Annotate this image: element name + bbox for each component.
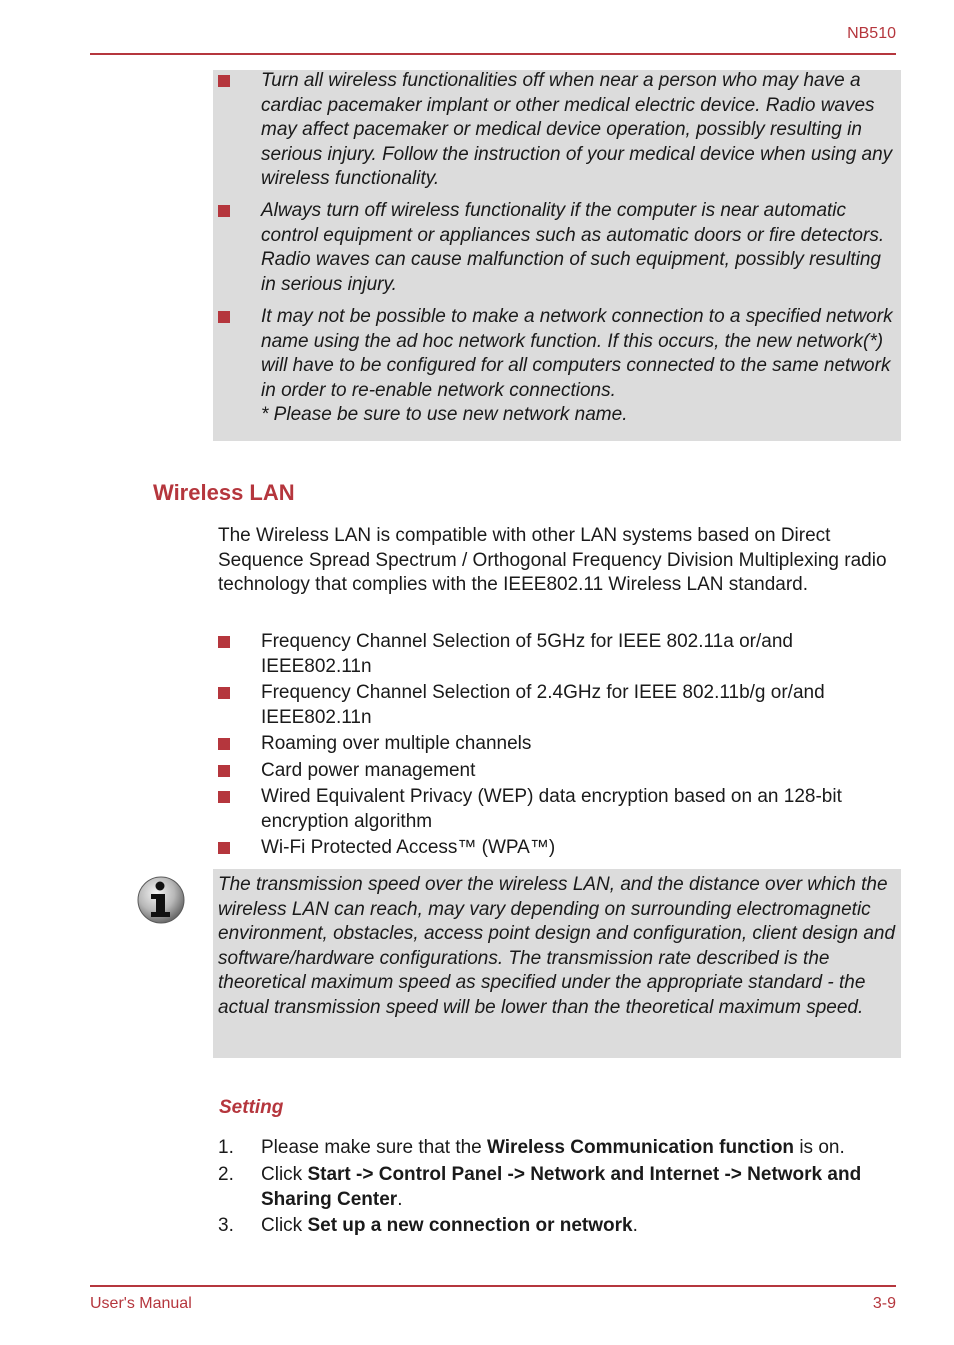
note-text: The transmission speed over the wireless LAN, and the distance over which the wireless LAN can reach, may vary depending on surrounding electromagnetic environment, obstacles, access point design and configuration, client design and software/hardware configurations. The transmission rate described is the theoretical maximum speed as specified under the appropriate standard - the actual transmission speed will be lower than the theoretical maximum speed.	[218, 874, 896, 1018]
warning-item: It may not be possible to make a network connection to a specified network name using the ad hoc network function. If this occurs, the new network(*) will have to be configured for all computers connected to the same network in order to re-enable network connections.	[261, 306, 893, 401]
info-icon	[137, 875, 185, 925]
bullet-marker	[218, 765, 230, 777]
bullet-marker	[218, 791, 230, 803]
bullet-marker	[218, 205, 230, 217]
step-number: 2.	[218, 1164, 234, 1185]
step-number: 1.	[218, 1137, 234, 1158]
bullet-marker	[218, 842, 230, 854]
footer-manual-title: User's Manual	[90, 1295, 192, 1312]
list-item: Wi-Fi Protected Access™ (WPA™)	[261, 837, 556, 858]
subsection-title: Setting	[219, 1097, 284, 1118]
model-name: NB510	[847, 25, 896, 42]
list-item: Frequency Channel Selection of 2.4GHz for IEEE 802.11b/g or/and IEEE802.11n	[261, 682, 825, 728]
step-text: Please make sure that the Wireless Communication function is on.	[261, 1137, 845, 1158]
list-item: Card power management	[261, 760, 476, 781]
list-item: Frequency Channel Selection of 5GHz for IEEE 802.11a or/and IEEE802.11n	[261, 631, 793, 677]
step-text: Click Start -> Control Panel -> Network and Internet -> Network and Sharing Center.	[261, 1164, 862, 1210]
section-intro: The Wireless LAN is compatible with other LAN systems based on Direct Sequence Spread Spectrum / Orthogonal Frequency Division Multiplexing radio technology that complies with the IEEE802.11 Wireless LAN standard.	[218, 525, 887, 595]
warning-footnote: * Please be sure to use new network name.	[261, 404, 628, 425]
warning-item: Always turn off wireless functionality if the computer is near automatic control equipment or appliances such as automatic doors or fire detectors. Radio waves can cause malfunction of such equipment, possibly resulting in serious injury.	[261, 200, 885, 295]
section-title: Wireless LAN	[153, 480, 295, 505]
page-number: 3-9	[872, 1295, 896, 1312]
bullet-marker	[218, 687, 230, 699]
header-rule	[90, 53, 896, 55]
bullet-marker	[218, 75, 230, 87]
warning-item: Turn all wireless functionalities off when near a person who may have a cardiac pacemaker implant or other medical electric device. Radio waves may affect pacemaker or medical device operation, possibly resulting in serious injury. Follow the instruction of your medical device when using any wireless functionality.	[261, 70, 893, 190]
footer-rule	[90, 1285, 896, 1287]
bullet-marker	[218, 636, 230, 648]
list-item: Roaming over multiple channels	[261, 733, 532, 754]
list-item: Wired Equivalent Privacy (WEP) data encryption based on an 128-bit encryption algorithm	[261, 786, 842, 832]
bullet-marker	[218, 311, 230, 323]
step-text: Click Set up a new connection or network.	[261, 1215, 638, 1236]
step-number: 3.	[218, 1215, 234, 1236]
bullet-marker	[218, 738, 230, 750]
